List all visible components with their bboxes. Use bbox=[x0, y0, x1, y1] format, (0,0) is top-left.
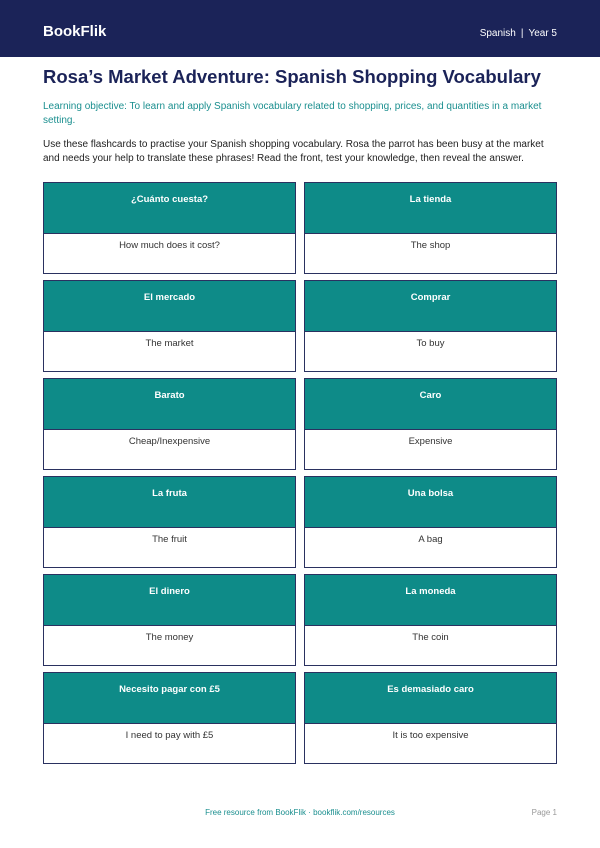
brand-logo[interactable]: BookFlik bbox=[43, 23, 107, 40]
flashcard[interactable] bbox=[304, 280, 557, 372]
flashcard[interactable] bbox=[304, 476, 557, 568]
flashcard-front: El dinero bbox=[44, 575, 295, 626]
flashcard-front: Comprar bbox=[305, 281, 556, 332]
flashcard-front: Caro bbox=[305, 379, 556, 430]
page-title: Rosa’s Market Adventure: Spanish Shopping Vocabulary bbox=[43, 66, 541, 87]
flashcard-front: La fruta bbox=[44, 477, 295, 528]
flashcard-back: The money bbox=[44, 626, 295, 665]
flashcard-back: I need to pay with £5 bbox=[44, 724, 295, 763]
flashcard-back: Cheap/Inexpensive bbox=[44, 430, 295, 469]
flashcard-front: Barato bbox=[44, 379, 295, 430]
intro-text: Use these flashcards to practise your Spanish shopping vocabulary. Rosa the parrot has been busy at the market and needs your help to translate these phrases! Read the front, test your knowledge, then reveal the answer. bbox=[43, 139, 544, 164]
subject-label: Spanish bbox=[479, 28, 516, 39]
flashcard-front: La moneda bbox=[305, 575, 556, 626]
learning-objective: Learning objective: To learn and apply Spanish vocabulary related to shopping, prices, and quantities in a market setting. bbox=[43, 101, 542, 126]
flashcard-front: Es demasiado caro bbox=[305, 673, 556, 724]
flashcard-back: A bag bbox=[305, 528, 556, 567]
page-number: Page 1 bbox=[531, 808, 557, 817]
flashcard-back: The fruit bbox=[44, 528, 295, 567]
flashcard-back: To buy bbox=[305, 332, 556, 371]
flashcard[interactable] bbox=[43, 182, 296, 274]
flashcard[interactable] bbox=[43, 672, 296, 764]
flashcard[interactable] bbox=[304, 378, 557, 470]
flashcard-back: The coin bbox=[305, 626, 556, 665]
flashcard-back: How much does it cost? bbox=[44, 234, 295, 273]
flashcard-front: La tienda bbox=[305, 183, 556, 234]
flashcard[interactable] bbox=[43, 476, 296, 568]
year-label: Year 5 bbox=[528, 28, 557, 39]
flashcard-back: It is too expensive bbox=[305, 724, 556, 763]
flashcard-front: Una bolsa bbox=[305, 477, 556, 528]
flashcard[interactable] bbox=[304, 672, 557, 764]
flashcard-front: Necesito pagar con £5 bbox=[44, 673, 295, 724]
flashcard[interactable] bbox=[304, 182, 557, 274]
flashcard[interactable] bbox=[304, 574, 557, 666]
flashcard[interactable] bbox=[43, 280, 296, 372]
subject-year bbox=[480, 28, 557, 40]
flashcard-front: ¿Cuánto cuesta? bbox=[44, 183, 295, 234]
flashcard[interactable] bbox=[43, 574, 296, 666]
flashcard-back: Expensive bbox=[305, 430, 556, 469]
footer-credit[interactable]: Free resource from BookFlik · bookflik.com/resources bbox=[205, 808, 395, 817]
flashcard-front: El mercado bbox=[44, 281, 295, 332]
flashcard-back: The shop bbox=[305, 234, 556, 273]
flashcard-grid bbox=[43, 182, 557, 764]
flashcard[interactable] bbox=[43, 378, 296, 470]
flashcard-back: The market bbox=[44, 332, 295, 371]
page-header bbox=[0, 0, 600, 57]
meta-separator: | bbox=[520, 28, 524, 39]
